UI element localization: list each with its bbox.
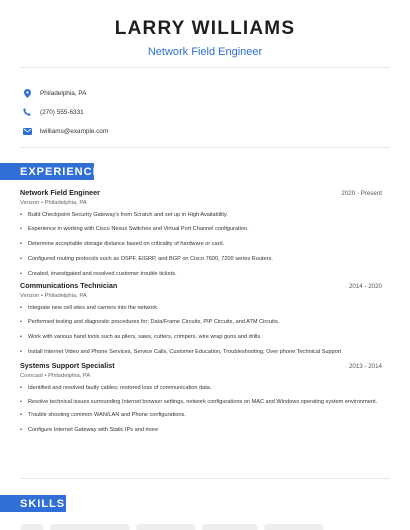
skill-chip [202, 524, 258, 530]
skill-chip [264, 524, 324, 530]
bullet-item: • Experience in working with Cisco Nexus Switches and Virtual Port Channel configuration. [20, 225, 390, 233]
bullet-item: • Configured routing protocols such as OSPF, EIGRP, and BGP on Cisco 7600, 7200 series Routers. [20, 255, 390, 263]
contact-phone [22, 103, 382, 121]
bullet-item: • Trouble shooting common WAN/LAN and Phone configurations. [20, 411, 390, 419]
job-company: Verizon • Philadelphia, PA [20, 200, 87, 206]
bullet-item: • Build Checkpoint Security Gateway's from Scratch and set up in High Availability. [20, 211, 390, 219]
job-entry [20, 361, 390, 434]
contact-location-text: Philadelphia, PA [40, 89, 87, 97]
job-title: Communications Technician [20, 281, 118, 290]
job-bullets [20, 384, 390, 434]
bullet-item: • Integrate new cell sites and carriers into the network. [20, 304, 390, 312]
job-dates: 2020 - Present [341, 190, 382, 197]
experience-section-header: EXPERIENCE [0, 163, 94, 180]
candidate-title: Network Field Engineer [147, 46, 263, 58]
contact-location [22, 84, 382, 102]
bullet-item: • Install Internet Video and Phone Services, Service Calls, Customer Education, Troubleshooting, Over phone Technical Support [20, 348, 390, 356]
job-dates: 2014 - 2020 [348, 283, 382, 290]
header-divider [20, 67, 390, 68]
skill-chip [136, 524, 196, 530]
job-entry [20, 281, 390, 356]
contact-list [22, 84, 382, 141]
job-bullets [20, 211, 390, 278]
job-title: Systems Support Specialist [20, 361, 115, 370]
bullet-item: • Determine acceptable storage distance based on criticality of hardware or card. [20, 240, 390, 248]
contact-divider [20, 147, 390, 148]
candidate-name: LARRY WILLIAMS [114, 18, 296, 39]
skills-section-header: SKILLS [0, 495, 66, 512]
job-bullets [20, 304, 390, 356]
bullet-item: • Identified and resolved faulty cables; restored loss of communication data. [20, 384, 390, 392]
contact-phone-text: (270) 555-6331 [40, 108, 84, 116]
phone-icon [22, 107, 32, 117]
skill-chip [50, 524, 130, 530]
job-company: Comcast • Philadelphia, PA [20, 373, 91, 379]
bullet-item: • Resolve technical issues surrounding Internet browser settings, network configurations on MAC and Windows operating system environment. [20, 398, 390, 406]
job-entry [20, 188, 390, 278]
bullet-item: • Configure Internet Gateway with Static IPs and more [20, 426, 390, 434]
job-title: Network Field Engineer [20, 188, 100, 197]
job-company: Verizon • Philadelphia, PA [20, 293, 87, 299]
resume-header [0, 0, 410, 59]
bullet-item: • Work with various hand tools such as pliers, saws, cutters, crimpers, wire wrap guns and drills. [20, 333, 390, 341]
email-icon [22, 126, 32, 136]
contact-email [22, 122, 382, 140]
bullet-item: • Performed testing and diagnostic procedures for; Data/Frame Circuits, PIP Circuits, and ATM Circuits. [20, 318, 390, 326]
skills-chip-row [20, 524, 324, 530]
skill-chip [20, 524, 44, 530]
experience-divider [20, 478, 390, 479]
location-pin-icon [22, 88, 32, 98]
experience-section [20, 188, 390, 434]
bullet-item: • Created, investigated and resolved customer trouble tickets. [20, 270, 390, 278]
job-dates: 2013 - 2014 [348, 363, 382, 370]
contact-email-text: lwilliams@example.com [40, 127, 109, 135]
